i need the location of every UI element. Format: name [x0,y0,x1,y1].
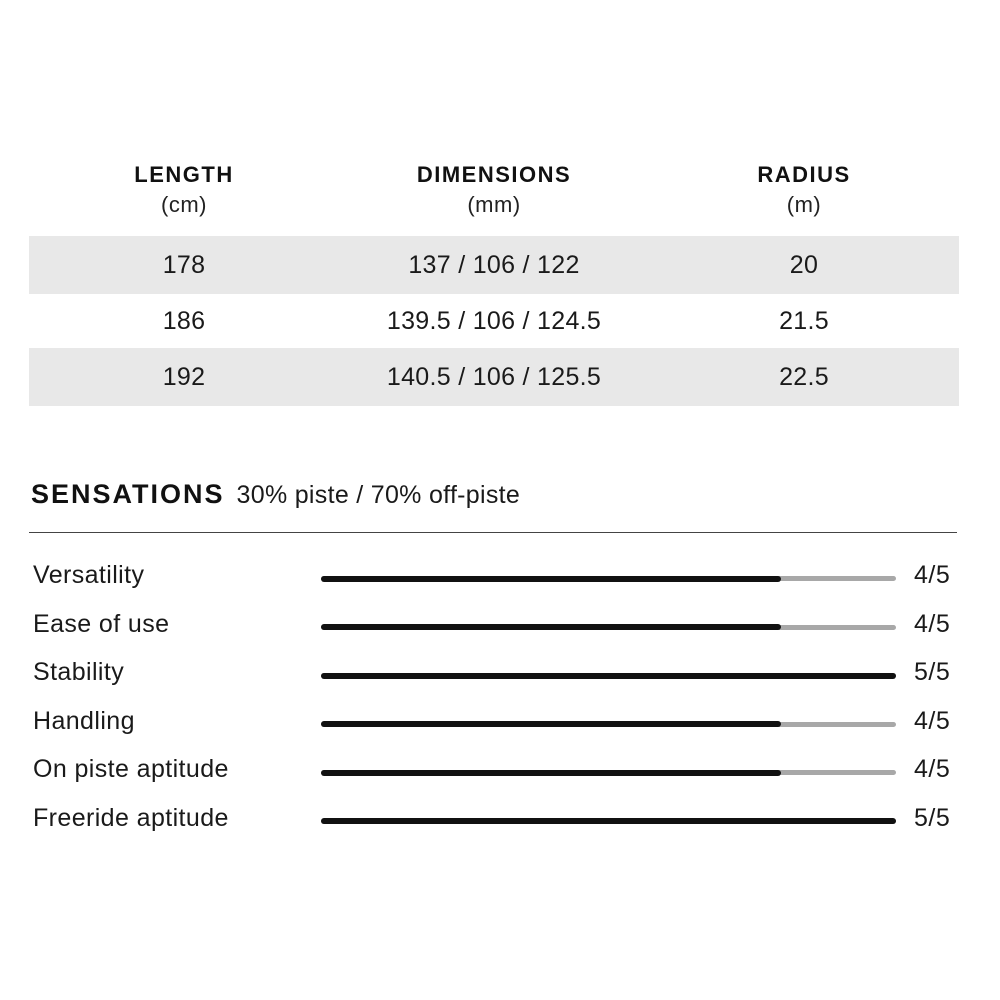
rating-row-ease-of-use [0,604,1000,653]
rating-value: 4/5 [914,609,951,638]
rating-bar-fill [321,721,781,727]
cell-radius: 22.5 [779,362,829,391]
rating-bar [321,673,896,678]
table-row [29,348,959,406]
rating-row-stability [0,652,1000,701]
rating-bar [321,819,896,824]
rating-value: 5/5 [914,658,951,686]
cell-length: 192 [162,362,206,391]
rating-bar-fill [321,818,896,824]
sensations-header [31,479,520,519]
rating-label: Handling [33,706,135,735]
column-header-length [29,160,339,236]
rating-label: On piste aptitude [33,755,229,783]
table-row [29,294,959,348]
column-header-dimensions [339,160,649,236]
cell-radius: 21.5 [779,306,829,335]
rating-value: 4/5 [914,706,951,735]
rating-label: Stability [33,658,125,686]
sensations-title: SENSATIONS [31,479,225,509]
cell-dimensions: 139.5 / 106 / 124.5 [386,306,602,335]
spec-table [29,160,959,406]
rating-label: Ease of use [33,609,170,638]
cell-length: 186 [162,306,206,335]
rating-bar-fill [321,673,896,679]
section-divider [29,532,957,533]
rating-label: Freeride aptitude [33,803,229,832]
ratings-list [0,555,1000,846]
rating-bar [321,576,896,581]
cell-dimensions: 137 / 106 / 122 [408,250,580,279]
cell-dimensions: 140.5 / 106 / 125.5 [386,362,602,391]
rating-bar [321,722,896,727]
rating-bar-fill [321,770,781,776]
column-unit: (cm) [161,192,207,217]
rating-row-freeride-aptitude [0,798,1000,847]
rating-value: 5/5 [914,803,951,832]
rating-bar [321,625,896,630]
rating-value: 4/5 [914,561,951,589]
rating-row-handling [0,701,1000,750]
rating-bar [321,770,896,775]
column-unit: (m) [786,192,822,217]
spec-table-header [29,160,959,236]
rating-bar-fill [321,576,781,582]
column-title: RADIUS [757,162,851,187]
column-unit: (mm) [467,192,521,217]
rating-row-on-piste-aptitude [0,749,1000,798]
column-title: DIMENSIONS [416,162,572,187]
rating-bar-fill [321,624,781,630]
rating-value: 4/5 [914,755,951,783]
column-header-radius [649,160,959,236]
sensations-subtitle: 30% piste / 70% off-piste [236,481,521,509]
rating-label: Versatility [33,561,145,589]
rating-row-versatility [0,555,1000,604]
cell-radius: 20 [789,250,819,279]
cell-length: 178 [162,250,206,279]
table-row [29,236,959,294]
column-title: LENGTH [134,162,234,187]
